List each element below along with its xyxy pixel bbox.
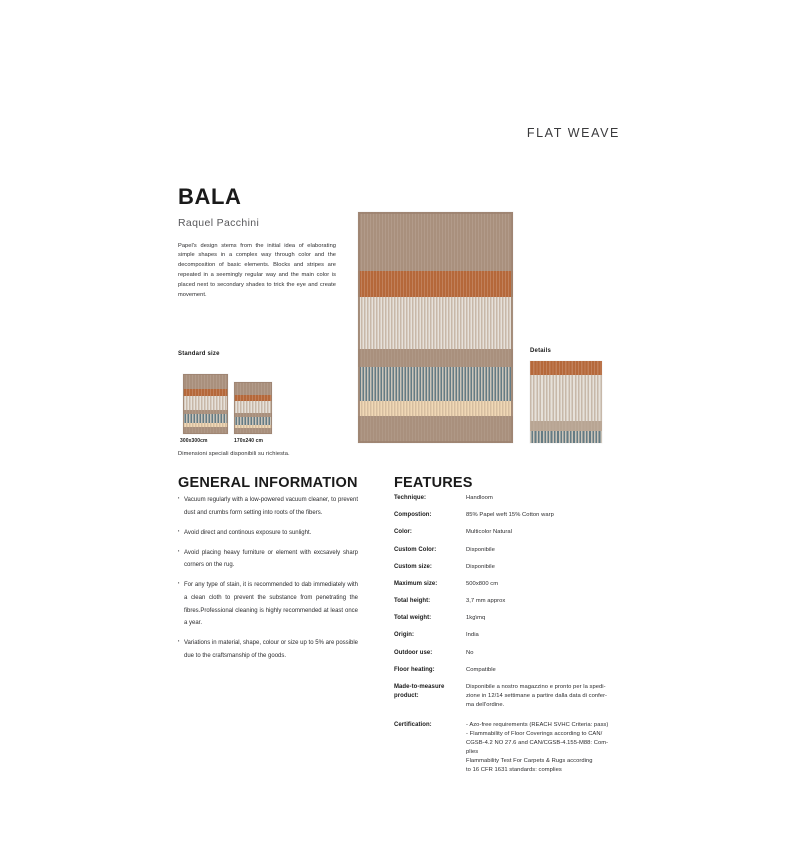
detail-image bbox=[530, 361, 602, 443]
rug-border bbox=[183, 374, 228, 434]
features-row-key: Total weight: bbox=[394, 615, 432, 622]
size-caption-small: 170x240 cm bbox=[234, 438, 264, 444]
features-row bbox=[394, 614, 622, 623]
rug-border bbox=[358, 212, 513, 443]
features-row-key: Total height: bbox=[394, 598, 431, 605]
product-title: BALA bbox=[178, 184, 242, 209]
features-row bbox=[394, 580, 622, 589]
certification-line: - Flammability of Floor Coverings according to CAN/ bbox=[466, 730, 603, 737]
features-row-value: 3,7 mm approx bbox=[466, 598, 506, 605]
category-header: FLAT WEAVE bbox=[526, 126, 620, 140]
features-row-certification bbox=[394, 721, 622, 775]
features-row-key: Compostion: bbox=[394, 512, 432, 519]
rug-border bbox=[234, 382, 272, 434]
rug-color-band bbox=[530, 421, 602, 430]
standard-size-label: Standard size bbox=[178, 351, 220, 357]
general-information-item: ▪ Avoid placing heavy furniture or element with excsavely sharp corners on the rug. bbox=[178, 547, 358, 572]
features-row bbox=[394, 631, 622, 640]
rug-warp-stripes bbox=[530, 431, 602, 443]
features-row-value: No bbox=[466, 649, 474, 656]
features-row bbox=[394, 494, 622, 503]
features-row-value: Disponibile bbox=[466, 563, 495, 570]
size-caption-large: 300x300cm bbox=[180, 438, 208, 444]
general-information-list bbox=[178, 494, 358, 670]
features-title: FEATURES bbox=[394, 475, 473, 491]
designer-name: Raquel Pacchini bbox=[178, 217, 260, 229]
features-row-value: 500x800 cm bbox=[466, 580, 499, 587]
features-row-value bbox=[466, 721, 622, 775]
rug-color-band bbox=[530, 361, 602, 375]
certification-line: to 16 CFR 1631 standards: complies bbox=[466, 766, 562, 773]
features-row-key: Origin: bbox=[394, 632, 415, 639]
features-row-key: Technique: bbox=[394, 495, 427, 501]
features-row-key: Certification: bbox=[394, 721, 432, 728]
features-row-key: Outdoor use: bbox=[394, 649, 433, 656]
detail-label: Details bbox=[530, 348, 552, 354]
product-hero-image bbox=[358, 212, 513, 443]
features-row bbox=[394, 597, 622, 606]
features-row bbox=[394, 563, 622, 572]
general-information-item: ▪ Variations in material, shape, colour or size up to 5% are possible due to the craftsmanship of the goods. bbox=[178, 637, 358, 662]
rug-warp-stripes bbox=[530, 421, 602, 430]
rug-color-band bbox=[530, 375, 602, 421]
general-information-item: ▪ Vacuum regularly with a low-powered vacuum cleaner, to prevent dust and crumbs form setting into roots of the fibers. bbox=[178, 494, 358, 519]
features-row-value: 85% Papel weft 15% Cotton warp bbox=[466, 512, 554, 519]
made-to-measure-line: Disponibile a nostro magazzino e pronto per la spedi- bbox=[466, 683, 606, 690]
features-row-value: Multicolor Natural bbox=[466, 529, 513, 536]
made-to-measure-line: zione in 12/14 settimane a partire dalla data di confer- bbox=[466, 692, 608, 699]
features-table bbox=[394, 494, 622, 783]
features-row-value: Disponibile bbox=[466, 546, 495, 553]
features-row bbox=[394, 546, 622, 555]
features-row-value: Handloom bbox=[466, 495, 493, 501]
rug-color-band bbox=[530, 431, 602, 443]
features-row-key bbox=[394, 683, 466, 700]
features-row-key: Custom size: bbox=[394, 563, 432, 570]
general-information-item: ▪ For any type of stain, it is recommended to dab immediately with a clean cloth to prevent the substance from penetrating the fibres.Professional cleaning is highly recommended at least once a year. bbox=[178, 579, 358, 629]
features-row-key: Floor heating: bbox=[394, 666, 435, 673]
general-information-item: ▪ Avoid direct and continous exposure to sunlight. bbox=[178, 527, 358, 540]
size-swatch-small bbox=[234, 382, 272, 434]
features-row-value: Compatible bbox=[466, 666, 496, 673]
rug-warp-stripes bbox=[530, 375, 602, 421]
certification-line: CGSB-4.2 NO 27.6 and CAN/CGSB-4.155-M88: Com- bbox=[466, 739, 609, 746]
made-to-measure-line: ma dell'ordine. bbox=[466, 701, 505, 708]
certification-line: Flammability Test For Carpets & Rugs according bbox=[466, 757, 593, 764]
features-row-key: Color: bbox=[394, 529, 412, 536]
features-row-value: India bbox=[466, 632, 479, 639]
general-information-title: GENERAL INFORMATION bbox=[178, 475, 358, 491]
size-swatch-large bbox=[183, 374, 228, 434]
features-row-value bbox=[466, 683, 622, 710]
features-row-key: Custom Color: bbox=[394, 546, 437, 553]
features-row-key: Maximum size: bbox=[394, 580, 438, 587]
made-to-measure-key-line2: product: bbox=[394, 692, 419, 699]
made-to-measure-key-line1: Made-to-measure bbox=[394, 683, 445, 690]
special-size-note: Dimensioni speciali disponibili su richiesta. bbox=[178, 451, 290, 457]
features-row-value: 1kg\mq bbox=[466, 615, 486, 622]
features-row bbox=[394, 528, 622, 537]
certification-line: - Azo-free requirements (REACH SVHC Criteria: pass) bbox=[466, 721, 609, 728]
features-row bbox=[394, 511, 622, 520]
rug-warp-stripes bbox=[530, 361, 602, 375]
features-row bbox=[394, 666, 622, 675]
certification-line: plies bbox=[466, 748, 479, 755]
features-row bbox=[394, 649, 622, 658]
features-row-made-to-measure bbox=[394, 683, 622, 710]
product-description: Papel's design stems from the initial idea of elaborating simple shapes in a complex way through color and the decomposition of basic elements. Blocks and stripes are repeated in a seemingly regular way and the main color is placed next to secondary shades to trick the eye and create movement. bbox=[178, 242, 336, 298]
